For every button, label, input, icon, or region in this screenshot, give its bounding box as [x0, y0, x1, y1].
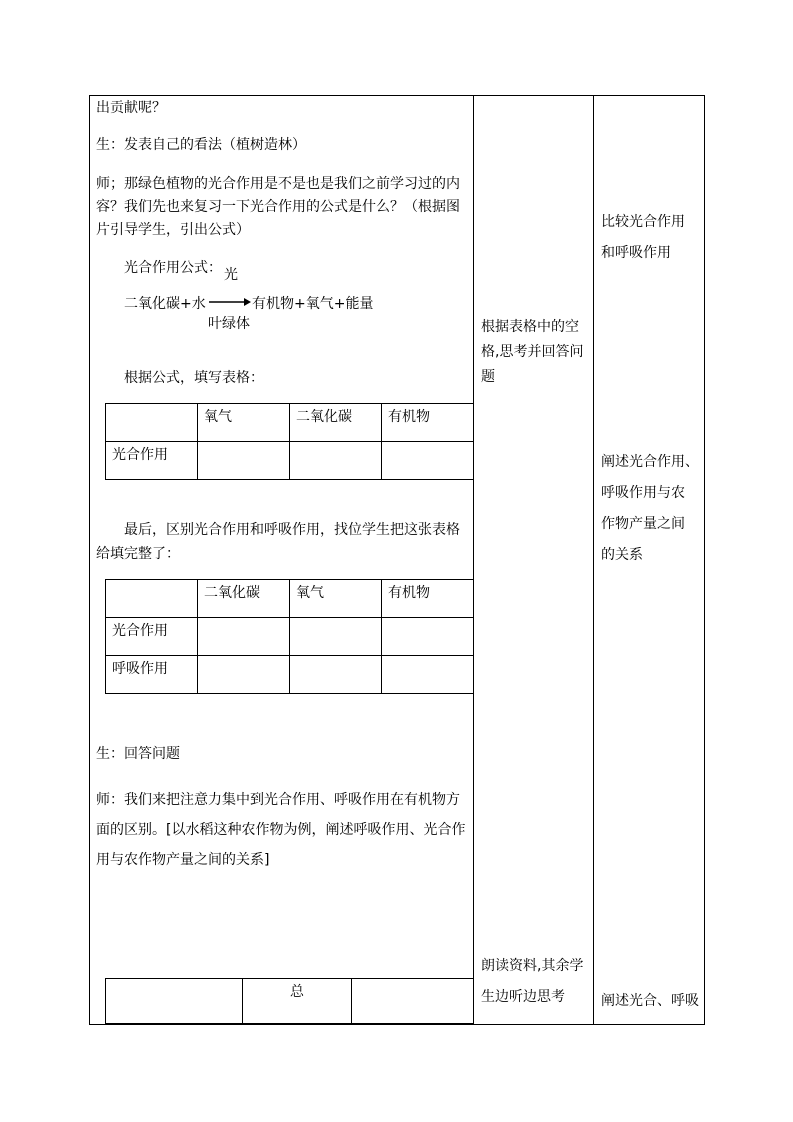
teacher-para-1-line-2: 容？我们先也来复习一下光合作用的公式是什么？（根据图 [96, 199, 460, 215]
table-cell: 二氧化碳 [290, 404, 382, 442]
comparison-table [105, 579, 474, 694]
table-cell: 有机物 [382, 404, 474, 442]
design-intent-3: 阐述光合、呼吸 [601, 993, 699, 1009]
table-header-row [106, 580, 474, 618]
student-activity-2-line-2: 生边听边思考 [481, 989, 565, 1005]
teacher-para-1-line-3: 片引导学生，引出公式） [96, 222, 250, 238]
teacher-para-1-line-1: 师；那绿色植物的光合作用是不是也是我们之前学习过的内 [96, 176, 460, 192]
student-response-2: 生：回答问题 [96, 746, 180, 762]
table-row [106, 442, 474, 480]
table-cell: 氧气 [198, 404, 290, 442]
table-cell [382, 618, 474, 656]
design-intent-2-line-1: 阐述光合作用、 [601, 454, 699, 470]
table-cell: 有机物 [382, 580, 474, 618]
table-header-row [106, 404, 474, 442]
teacher-para-3-line-1: 师：我们来把注意力集中到光合作用、呼吸作用在有机物方 [96, 792, 460, 808]
table-cell: 氧气 [290, 580, 382, 618]
teacher-para-2-line-2: 给填完整了： [96, 546, 180, 562]
design-intent-2-line-2: 呼吸作用与农 [601, 485, 685, 501]
table-cell [382, 442, 474, 480]
student-activity-1-line-2: 格,思考并回答问 [481, 344, 584, 360]
table-row [106, 656, 474, 694]
table-cell [106, 580, 198, 618]
table-cell [106, 404, 198, 442]
table-cell [290, 618, 382, 656]
formula-products: 有机物+氧气+能量 [252, 296, 374, 312]
table-cell [198, 656, 290, 694]
design-intent-2-line-4: 的关系 [601, 547, 643, 563]
table-row [106, 618, 474, 656]
table-cell: 光合作用 [106, 442, 198, 480]
table-cell [290, 442, 382, 480]
teacher-para-2-line-1: 最后，区别光合作用和呼吸作用，找位学生把这张表格 [124, 522, 460, 538]
student-activity-1-line-1: 根据表格中的空 [481, 319, 579, 335]
table-cell [352, 979, 474, 1024]
formula-label: 光合作用公式： [124, 260, 222, 276]
teacher-para-3-line-2: 面的区别。[以水稻这种农作物为例，阐述呼吸作用、光合作 [96, 822, 466, 838]
student-activity-2-line-1: 朗读资料,其余学 [481, 958, 584, 974]
formula-arrow-icon [208, 297, 252, 307]
table-cell [198, 442, 290, 480]
student-response-1: 生：发表自己的看法（植树造林） [96, 137, 306, 153]
table-cell [382, 656, 474, 694]
table-cell [198, 618, 290, 656]
table-border-top [89, 95, 705, 96]
table-border-col2 [593, 95, 594, 1025]
formula-condition-light: 光 [224, 267, 238, 283]
table-row [106, 979, 474, 1024]
summary-table [105, 978, 474, 1024]
design-intent-1-line-1: 比较光合作用 [601, 214, 685, 230]
table-border-col1 [473, 95, 474, 1025]
design-intent-1-line-2: 和呼吸作用 [601, 245, 671, 261]
teacher-para-3-line-3: 用与农作物产量之间的关系] [96, 852, 270, 868]
formula-condition-chlorophyll: 叶绿体 [208, 316, 250, 332]
formula-reactants: 二氧化碳+水 [124, 296, 206, 312]
table-cell [290, 656, 382, 694]
design-intent-2-line-3: 作物产量之间 [601, 516, 685, 532]
table-cell: 二氧化碳 [198, 580, 290, 618]
table-border-bottom [89, 1024, 705, 1025]
table-cell [106, 979, 243, 1024]
student-activity-1-line-3: 题 [481, 369, 495, 385]
table-cell: 呼吸作用 [106, 656, 198, 694]
table-border-right [704, 95, 705, 1025]
text-line-1: 出贡献呢？ [96, 100, 166, 116]
photosynthesis-table [105, 403, 474, 480]
table-cell: 总 [243, 979, 352, 1024]
table-cell: 光合作用 [106, 618, 198, 656]
table-border-left [89, 95, 90, 1025]
fill-instruction: 根据公式，填写表格： [124, 370, 264, 386]
